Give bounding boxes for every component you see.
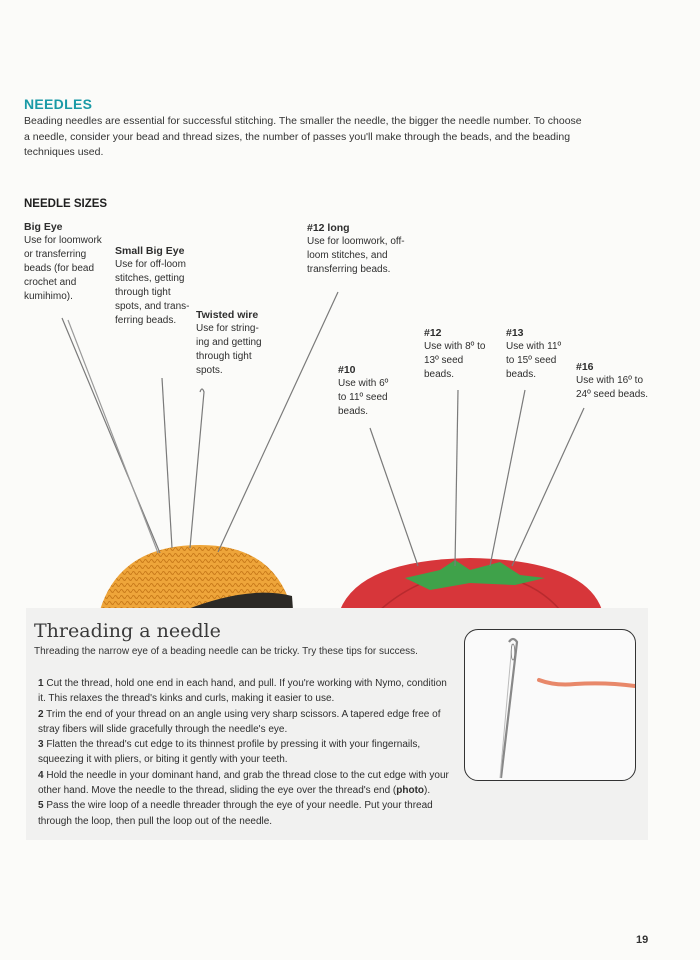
small-big-eye-label [115, 244, 193, 328]
section-intro: Beading needles are essential for successful stitching. The smaller the needle, the bigger the needle number. To choose a needle, consider your bead and thread sizes, the number of passes you'll make through the beads, and the beading techniques used. [24, 115, 582, 158]
twisted-wire-needle [190, 389, 204, 548]
number-12-needle [455, 390, 458, 566]
small-big-eye-needle [162, 378, 172, 548]
page-number: 19 [636, 934, 649, 946]
step-text: Pass the wire loop of a needle threader through the eye of your needle. Put your thread through the loop, then pull the loop out of the needle. [38, 800, 433, 827]
number-10-needle [370, 428, 418, 566]
orange-pincushion [100, 545, 293, 610]
needle-and-thread-image [465, 630, 635, 780]
big-eye-label [24, 220, 110, 304]
needle-sizes-heading: NEEDLE SIZES [24, 198, 108, 210]
step-text: Hold the needle in your dominant hand, and grab the thread close to the cut edge with your other hand. Move the needle to the thread, sliding the eye over the thread's end ( [38, 769, 449, 797]
step-number: 1 [38, 678, 44, 689]
step-4 [38, 768, 453, 799]
small-big-eye-title: Small Big Eye [115, 245, 185, 257]
number-16-label [576, 360, 654, 402]
threading-title: Threading a needle [34, 620, 221, 642]
number-13-needle [490, 390, 525, 566]
step-number: 5 [38, 800, 44, 812]
number-12-desc: Use with 8º to 13º seed beads. [424, 341, 486, 380]
twisted-wire-label [196, 308, 264, 378]
number-12-long-title: #12 long [307, 222, 350, 234]
step-text: Cut the thread, hold one end in each hand, and pull. If you're working with Nymo, condition it. This relaxes the thread's kinks and curls, making it easier to use. [38, 678, 447, 705]
number-12-title: #12 [424, 327, 442, 339]
number-16-needle [512, 408, 584, 566]
small-big-eye-desc: Use for off-loom stitches, getting through tight spots, and trans-ferring beads. [115, 259, 190, 326]
step-1 [38, 676, 453, 707]
step-text: Trim the end of your thread on an angle using very sharp scissors. A tapered edge free of stray fibers will slide gracefully through the needle's eye. [38, 708, 441, 735]
number-12-long-desc: Use for loomwork, off-loom stitches, and transferring beads. [307, 236, 405, 275]
number-13-label [506, 326, 568, 382]
number-16-desc: Use with 16º to 24º seed beads. [576, 375, 649, 400]
number-12-long-label [307, 221, 407, 277]
threading-intro: Threading the narrow eye of a beading needle can be tricky. Try these tips for success. [34, 646, 418, 657]
step-number: 4 [38, 769, 44, 781]
step-number: 2 [38, 708, 44, 720]
step-text: Flatten the thread's cut edge to its thinnest profile by pressing it with your fingernails, squeezing it with pliers, or biting it gently with your teeth. [38, 739, 421, 766]
threading-photo [464, 629, 636, 781]
number-13-desc: Use with 11º to 15º seed beads. [506, 341, 562, 380]
twisted-wire-desc: Use for string-ing and getting through tight spots. [196, 323, 262, 376]
number-10-desc: Use with 6º to 11º seed beads. [338, 378, 389, 417]
twisted-wire-title: Twisted wire [196, 309, 259, 321]
number-13-title: #13 [506, 327, 524, 339]
step-bold-text: photo [396, 785, 425, 797]
number-16-title: #16 [576, 361, 594, 373]
big-eye-needle [62, 318, 160, 553]
step-2 [38, 707, 453, 738]
big-eye-title: Big Eye [24, 221, 63, 233]
step-text: ). [424, 785, 431, 797]
step-3 [38, 737, 453, 768]
number-12-label [424, 326, 486, 382]
step-5 [38, 798, 453, 829]
section-heading: NEEDLES [24, 96, 93, 112]
number-10-label [338, 363, 398, 419]
step-number: 3 [38, 739, 44, 751]
tomato-pincushion [340, 558, 602, 610]
threading-steps [38, 676, 453, 829]
number-10-title: #10 [338, 364, 356, 376]
big-eye-desc: Use for loomwork or transferring beads (for bead crochet and kumihimo). [24, 235, 102, 302]
